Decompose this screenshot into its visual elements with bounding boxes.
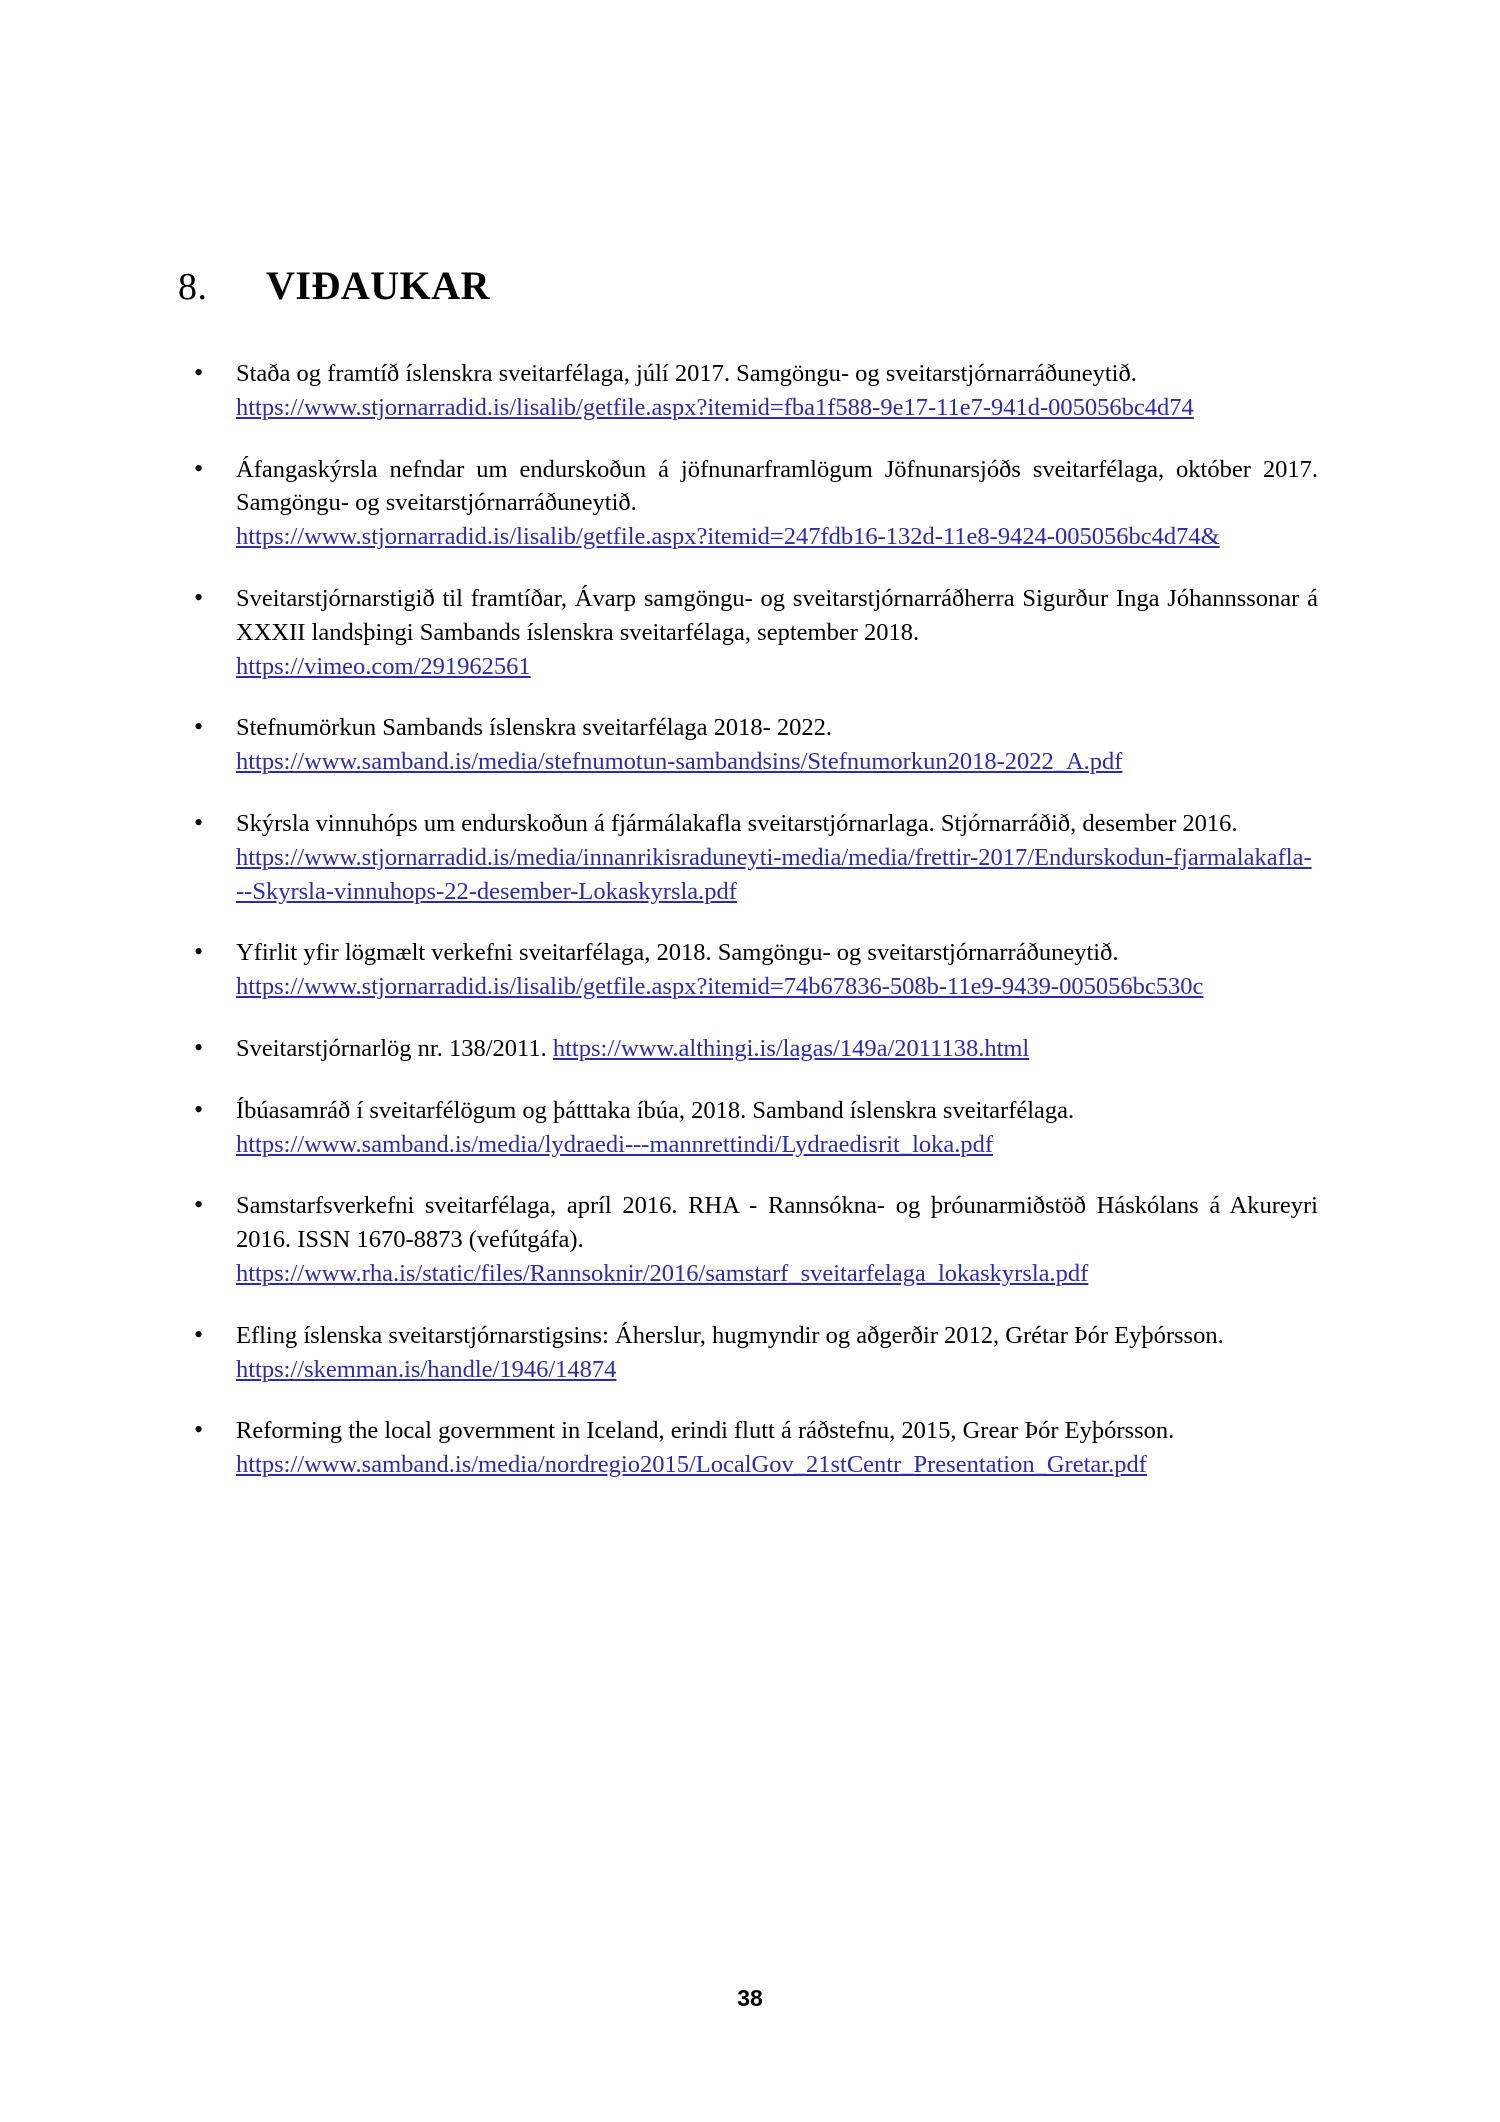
reference-link[interactable]: https://www.samband.is/media/nordregio2015/LocalGov_21stCentr_Presentation_Gretar.pdf — [236, 1451, 1147, 1479]
reference-item — [178, 807, 1318, 908]
reference-text: Reforming the local government in Iceland, erindi flutt á ráðstefnu, 2015, Grear Þór Eyþórsson. — [236, 1417, 1175, 1445]
reference-link[interactable]: https://skemman.is/handle/1946/14874 — [236, 1355, 617, 1383]
reference-text: Áfangaskýrsla nefndar um endurskoðun á jöfnunarframlögum Jöfnunarsjóðs sveitarfélaga, október 2017. Samgöngu- og sveitarstjórnarráðuneytið. — [236, 455, 1318, 517]
reference-item — [178, 1319, 1318, 1387]
reference-item — [178, 453, 1318, 554]
reference-item — [178, 711, 1318, 779]
reference-item — [178, 582, 1318, 683]
page-number: 38 — [737, 1985, 763, 2011]
section-number: 8. — [178, 266, 208, 308]
reference-text: Íbúasamráð í sveitarfélögum og þátttaka íbúa, 2018. Samband íslenskra sveitarfélaga. — [236, 1096, 1075, 1124]
reference-text: Stefnumörkun Sambands íslenskra sveitarfélaga 2018- 2022. — [236, 714, 833, 742]
reference-item — [178, 1094, 1318, 1162]
reference-link[interactable]: https://www.stjornarradid.is/lisalib/getfile.aspx?itemid=fba1f588-9e17-11e7-941d-005056bc4d74 — [236, 393, 1194, 421]
reference-link[interactable]: https://www.stjornarradid.is/lisalib/getfile.aspx?itemid=74b67836-508b-11e9-9439-005056bc530c — [236, 973, 1204, 1001]
reference-link[interactable]: https://www.samband.is/media/stefnumotun-sambandsins/Stefnumorkun2018-2022_A.pdf — [236, 748, 1123, 776]
reference-item — [178, 1032, 1318, 1066]
reference-link[interactable]: https://www.stjornarradid.is/media/innanrikisraduneyti-media/media/frettir-2017/Endurskodun-fjarmalakafla---Skyrsla-vinnuhops-22-desember-Lokaskyrsla.pdf — [236, 843, 1312, 905]
reference-item — [178, 1414, 1318, 1482]
reference-link[interactable]: https://www.rha.is/static/files/Rannsoknir/2016/samstarf_sveitarfelaga_lokaskyrsla.pdf — [236, 1259, 1089, 1287]
reference-text: Skýrsla vinnuhóps um endurskoðun á fjármálakafla sveitarstjórnarlaga. Stjórnarráðið, desember 2016. — [236, 809, 1238, 837]
reference-text: Yfirlit yfir lögmælt verkefni sveitarfélaga, 2018. Samgöngu- og sveitarstjórnarráðuneytið. — [236, 939, 1119, 967]
reference-item — [178, 357, 1318, 425]
section-title: VIÐAUKAR — [266, 263, 490, 308]
page-content — [178, 262, 1318, 1510]
reference-link[interactable]: https://www.stjornarradid.is/lisalib/getfile.aspx?itemid=247fdb16-132d-11e8-9424-005056bc4d74& — [236, 523, 1220, 551]
reference-item — [178, 936, 1318, 1004]
reference-text: Staða og framtíð íslenskra sveitarfélaga, júlí 2017. Samgöngu- og sveitarstjórnarráðuneytið. — [236, 360, 1137, 387]
reference-link[interactable]: https://www.althingi.is/lagas/149a/2011138.html — [552, 1034, 1030, 1062]
reference-text: Efling íslenska sveitarstjórnarstigsins: Áherslur, hugmyndir og aðgerðir 2012, Grétar Þór Eyþórsson. — [236, 1321, 1224, 1349]
reference-text: Sveitarstjórnarstigið til framtíðar, Ávarp samgöngu- og sveitarstjórnarráðherra Sigurður Inga Jóhannssonar á XXXII landsþingi Sambands íslenskra sveitarfélaga, september 2018. — [236, 584, 1318, 646]
reference-item — [178, 1189, 1318, 1290]
reference-link[interactable]: https://www.samband.is/media/lydraedi---mannrettindi/Lydraedisrit_loka.pdf — [236, 1130, 994, 1158]
page-title — [178, 262, 1318, 309]
reference-text: Sveitarstjórnarlög nr. 138/2011. — [236, 1034, 553, 1062]
reference-list — [178, 357, 1318, 1482]
reference-link[interactable]: https://vimeo.com/291962561 — [236, 652, 531, 680]
reference-text: Samstarfsverkefni sveitarfélaga, apríl 2016. RHA - Rannsókna- og þróunarmiðstöð Háskólans á Akureyri 2016. ISSN 1670-8873 (vefútgáfa). — [236, 1192, 1318, 1254]
